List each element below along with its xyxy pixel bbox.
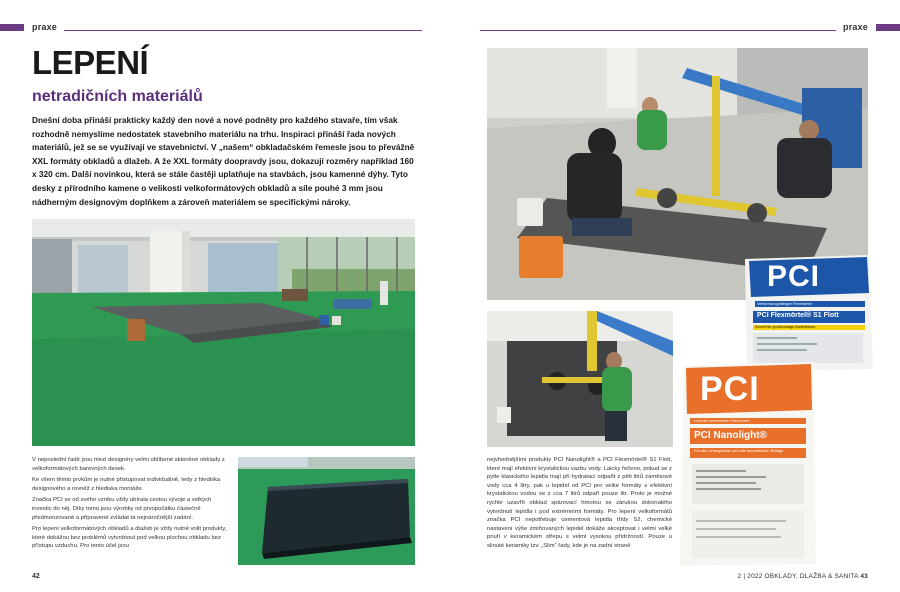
photo-hall-green-floor: [32, 219, 415, 446]
footer-magazine: OBKLADY, DLAŽBA & SANITA: [764, 573, 859, 580]
header-bar-left: [0, 24, 24, 31]
product-bag-flexmortel: [743, 251, 874, 372]
page-number-right: 43: [860, 573, 868, 580]
photo-tile-closeup: [238, 457, 415, 565]
body-paragraph: Pro lepení velkoformátových obkladů a dlažeb je vždy nutné volit produkty, které dokážou bez problémů vytvrdnout pod velkou plochou obkladu bez přístupu vzduchu. Pro tento účel jsou: [32, 526, 227, 550]
bag1-sub: Schnell für großformatige Bodenfliesen: [755, 325, 816, 329]
header-rule-right: [480, 30, 836, 31]
section-label-right: praxe: [843, 22, 869, 32]
body-paragraph: nejvhodnějšími produkty PCI Nanolight® a PCI Flexmörtel® S1 Flott, které mají efektivní krystalickou vazbu vody. Laicky řečeno, pokud se z pytle klasického lepidla mají při hydrataci odpařit z pěti litrů záměsové vody cca 4 litry, pak u lepidel od PCI pro velké formáty s efektivní krystalickou vodou se z cca 7 litrů odpaří pouze litr. Proto je možné rychle uzavřít obklad spárovací hmotou se zárukou dokonalého vytvrdnutí lepidla i pod extrémními formáty. Pro lepení velkoformátů značka PCI nepotřebuje cementová lepidla třídy S2, chemické nastavení výše zmiňovaných lepidel dokáže akceptovat i velmi velké pnutí v keramickém střepu s velmi vysokou přídržností. Pouze u slinuté keramiky tzv. „Slim“ řady, kde je na zadní straně: [487, 457, 672, 549]
photo-worker-lifter: [487, 311, 673, 447]
body-column-2: [487, 456, 672, 554]
body-paragraph: Značka PCI se od svého vzniku vždy ubírala cestou vývoje a velkých investic do něj. Díky tomu jsou výrobky od prvopočátku částečně předmenzované a připravené zvládat ta nejnáročnější zadání.: [32, 497, 212, 521]
article-title: LEPENÍ: [32, 44, 149, 81]
bag1-brand: PCI: [767, 260, 821, 293]
bag1-band: Verformungsfähiger Flexmörtel: [757, 301, 812, 306]
section-label-left: praxe: [32, 22, 58, 32]
product-bag-nanolight: [680, 360, 817, 566]
header-bar-right: [876, 24, 900, 31]
body-paragraph: Ke všem těmto prvkům je nutné přistupovat individuálně, tedy z hlediska designového a rovněž z hlediska montáže.: [32, 477, 221, 492]
bag2-sub: Für alle Untergründe und alle keramischen Beläge: [694, 448, 784, 453]
bag2-brand: PCI: [700, 370, 760, 408]
footer-right: [738, 573, 868, 580]
article-lead: Dnešní doba přináší prakticky každý den nové a nové podněty pro každého stavaře, tím však rozhodně nemyslíme nedostatek stavebního materiálu na trhu. Inspiraci přináší řada nových materiálů, jež se se využívají ve stavebnictví. V „našem“ obkladačském řemesle jsou to převážně XXL formáty obkladů a dlažeb. A že XXL formáty doopravdy jsou, dokazují rozměry například 160 x 320 cm. Další novinkou, která se stále častěji uplatňuje na stavbách, jsou kamenné dýhy. Tyto desky z přírodního kamene o velikosti velkoformátových obkladů a síle pouhé 3 mm jsou nádherným designovým doplňkem a zároveň materiálem se specifickými nároky.: [32, 115, 415, 207]
body-paragraph: V neposlední řadě jsou mezi designéry velmi oblíbené skleněné obklady z velkoformátových barevných desek.: [32, 457, 225, 472]
bag2-band: Leichter zementärer Flexmörtel: [694, 418, 750, 423]
page-number-left: 42: [32, 573, 40, 580]
footer-issue: 2 | 2022: [737, 573, 763, 580]
header-rule-left: [64, 30, 422, 31]
article-subtitle: netradičních materiálů: [32, 88, 203, 105]
body-column-1: [32, 456, 230, 554]
bag2-name: PCI Nanolight®: [694, 430, 767, 441]
bag1-name: PCI Flexmörtel® S1 Flott: [757, 312, 839, 319]
